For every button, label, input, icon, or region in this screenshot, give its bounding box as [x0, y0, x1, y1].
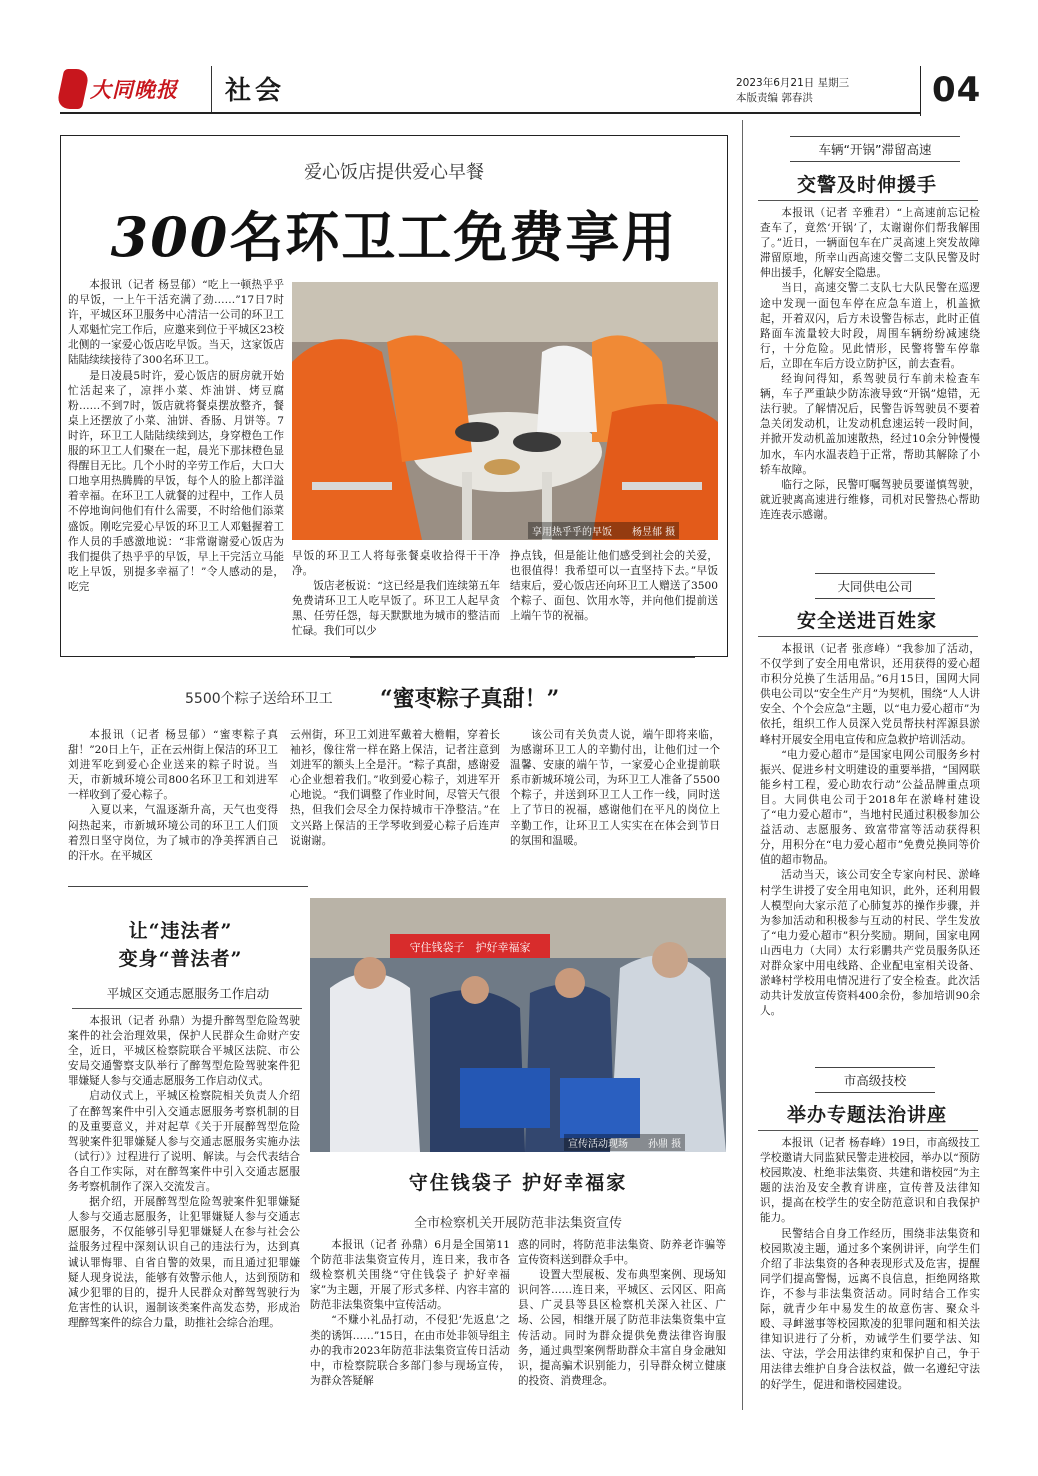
- paragraph: 本报讯（记者 孙鼎）6月是全国第11个防范非法集资宣传月，连日来，我市各级检察机关围绕“守住钱袋子 护好幸福家”为主题，开展了形式多样、内容丰富的防范非法集资集中宣传活动。: [310, 1239, 510, 1312]
- lead-photo-caption: 享用热乎乎的早饭 杨昱郁 摄: [528, 522, 679, 539]
- college-body: [760, 1136, 980, 1418]
- paragraph: 民警结合自身工作经历，围绕非法集资和校园欺凌主题，通过多个案例讲评，向学生们介绍了非法集资的各种表现形式及危害，提醒同学们提高警惕，远离不良信息，拒绝网络欺诈，不参与非法集资活动。同时结合工作实际，就青少年中易发生的故意伤害、聚众斗殴、寻衅滋事等校园欺凌的犯罪问题和相关法律知识进行了分析，劝诫学生们要学法、知法、守法，学会用法律约束和保护自己，争于用法律去维护自身合法权益，做一名遵纪守法的好学生，促进和谐校园建设。: [760, 1227, 980, 1391]
- divider: [758, 636, 978, 637]
- traffic-headline: 交警及时伸援手: [796, 174, 937, 196]
- masthead-divider: [211, 66, 212, 112]
- volunteer-body: [68, 1014, 300, 1416]
- paragraph: 本报讯（记者 辛雅君）“上高速前忘记检查车了，竟然‘开锅’了，太谢谢你们帮我解围了。”近日，一辆面包车在广灵高速上突发故障滞留原地，所幸山西高速交警二支队民警及时伸出援手，化解安全隐患。: [760, 207, 980, 280]
- zongzi-top-rule: [350, 657, 695, 658]
- masthead-rule: [60, 112, 920, 114]
- fraud-column-2: [518, 1238, 726, 1418]
- paragraph: 本报讯（记者 孙鼎）为提升醉驾型危险驾驶案件的社会治理效果，保护人民群众生命财产安全，近日，平城区检察院联合平城区法院、市公安局交通警察支队举行了醉驾型危险驾驶案件犯罪嫌疑人参与交通志愿服务工作启动仪式。: [68, 1015, 300, 1088]
- paragraph: 饭店老板说：“这已经是我们连续第五年免费请环卫工人吃早饭了。环卫工人起早贪黑、任劳任怨，每天默默地为城市的整洁而忙碌。我们可以少: [292, 580, 500, 638]
- zongzi-column-1: [68, 728, 278, 873]
- logo-text: 大同晚报: [90, 77, 178, 102]
- paragraph: 经询问得知，系驾驶员行车前未检查车辆，车子严重缺少防冻液导致“开锅”熄错，无法行驶。了解情况后，民警告诉驾驶员不要着急关闭发动机，让发动机怠速运转一段时间，并掀开发动机盖加速散热，经过10余分钟慢慢加水，车内水温表趋于正常，帮助其解除了小轿车故障。: [760, 373, 980, 476]
- lead-column-1: [68, 278, 284, 644]
- paragraph: 设置大型展板、发布典型案例、现场知识问答……连日来，平城区、云冈区、阳高县、广灵县等县区检察机关深入社区、广场、公园，相继开展了防范非法集资集中宣传活动。同时为群众提供免费法律咨询服务，通过典型案例帮助群众丰富自身金融知识，提高骗术识别能力，引导群众树立健康的投资、消费理念。: [518, 1269, 726, 1387]
- paragraph: 当日，高速交警二支队七大队民警在巡逻途中发现一面包车停在应急车道上，机盖掀起，开着双闪，后方未设警告标志，此时正值路面车流量较大时段，周围车辆纷纷减速绕行，十分危险。见此情形，民警将警车停靠后，立即在车后方设立防护区，前去查看。: [760, 282, 980, 370]
- lead-kicker: 爱心饭店提供爱心早餐: [304, 162, 484, 183]
- paragraph: 入夏以来，气温逐渐升高，天气也变得闷热起来，市新城环境公司的环卫工人们顶着烈日坚守岗位，为了城市的净美挥洒自己的汗水。在平城区: [68, 804, 278, 862]
- lead-headline: [60, 195, 728, 272]
- volunteer-top-rule: [68, 886, 308, 887]
- power-tag: 大同供电公司: [815, 573, 935, 599]
- divider: [72, 1008, 302, 1009]
- volunteer-subheadline: 平城区交通志愿服务工作启动: [106, 986, 270, 1001]
- zongzi-kicker: 5500个粽子送给环卫工: [185, 691, 333, 707]
- paragraph: “不赚小礼品打动，不侵犯‘先返息’之类的诱饵……”15日，在由市处非领导组主办的我市2023年防范非法集资宣传日活动中，市检察院联合多部门参与现场宣传，为群众答疑解: [310, 1314, 510, 1387]
- traffic-body: [760, 206, 980, 559]
- paragraph: 该公司有关负责人说，端午即将来临，为感谢环卫工人的辛勤付出，让他们过一个温馨、安康的端午节，一家爱心企业提前联系市新城环境公司，为环卫工人准备了5500个粽子，并送到环卫工人工作一线，同时送上了节日的祝福，感谢他们在平凡的岗位上辛勤工作，让环卫工人实实在在体会到节日的氛围和温暖。: [510, 729, 720, 847]
- college-headline: 举办专题法治讲座: [786, 1104, 947, 1126]
- masthead: [0, 0, 1038, 132]
- paragraph: 据介绍，开展醉驾型危险驾驶案件犯罪嫌疑人参与交通志愿服务，让犯罪嫌疑人参与交通志愿服务，不仅能够引导犯罪嫌疑人在参与社会公益服务过程中深刻认识自己的违法行为，达到真诚认罪悔罪、自省自警的效果，而且通过犯罪嫌疑人现身说法，能够有效警示他人，达到预防和减少犯罪的目的，提升人民群众对醉驾驾驶行为危害性的认识，遏制该类案件高发态势，形成治理醉驾案件的综合力量，助推社会综合治理。: [68, 1196, 300, 1329]
- zongzi-headline: “蜜枣粽子真甜！”: [380, 686, 560, 712]
- fraud-subheadline: 全市检察机关开展防范非法集资宣传: [413, 1216, 622, 1231]
- right-column-rule: [742, 120, 743, 1410]
- fraud-column-1: [310, 1238, 510, 1418]
- volunteer-headline-line-2: 变身“普法者”: [118, 948, 243, 970]
- divider: [758, 1130, 978, 1131]
- paragraph: 启动仪式上，平城区检察院相关负责人介绍了在醉驾案件中引入交通志愿服务考察机制的目的及重要意义，并对起草《关于开展醉驾型危险驾驶案件犯罪嫌疑人参与交通志愿服务实施办法（试行）》过程进行了说明、解读。与会代表结合各自工作实际，对在醉驾案件中引入交通志愿服务考察机制作了深入交流发言。: [68, 1090, 300, 1194]
- power-body: [760, 642, 980, 1054]
- fraud-photo: [310, 898, 726, 1152]
- paragraph: 活动当天，该公司安全专家向村民、淤峰村学生讲授了安全用电知识，此外，还利用假人模型向大家示范了心肺复苏的操作步骤，并为参加活动和积极参与互动的村民、学生发放了“电力爱心超市”积分奖励。期间，国家电网山西电力（大同）太行彩鹏共产党员服务队还对群众家中用电线路、企业配电室相关设备、淤峰村学校用电情况进行了安全检查。此次活动共计发放宣传资料400余份，参加培训90余人。: [760, 869, 980, 1018]
- lead-column-2: [292, 549, 500, 649]
- paragraph: 本报讯（记者 杨春峰）19日，市高级技工学校邀请大同监狱民警走进校园，举办以“预防校园欺凌、杜绝非法集资、共建和谐校园”为主题的法治及安全教育讲座，宣传普及法律知识，提高在校学生的安全防范意识和自我保护能力。: [760, 1137, 980, 1225]
- page-number: 04: [932, 70, 982, 110]
- paragraph: 惑的同时，将防范非法集资、防养老诈骗等宣传资料送到群众手中。: [518, 1239, 726, 1267]
- paragraph: 本报讯（记者 杨昱郁）“吃上一顿热乎乎的早饭，一上午干活充满了劲……”17日7时许，平城区环卫服务中心清洁一公司的环卫工人邓魁忙完工作后，应邀来到位于平城区23校北侧的一家爱心饭店吃早饭。当天，这家饭店陆陆续续接待了300名环卫工。: [68, 279, 284, 367]
- page-editor: 本版责编 郭春洪: [736, 92, 813, 104]
- section-name: 社会: [225, 76, 286, 106]
- newspaper-logo: [60, 64, 200, 114]
- publicity-event-photo: [310, 898, 726, 1152]
- divider: [758, 200, 978, 201]
- paragraph: 早饭的环卫工人将每张餐桌收拾得干干净净。: [292, 550, 500, 578]
- paragraph: 临行之际，民警叮嘱驾驶员要谨慎驾驶，就近驶离高速进行维修，司机对民警热心帮助连连表示感谢。: [760, 478, 980, 521]
- paragraph: 本报讯（记者 张彦峰）“我参加了活动，不仅学到了安全用电常识，还用获得的爱心超市积分兑换了生活用品。”6月15日，国网大同供电公司以“安全生产月”为契机，围绕“人人讲安全、个个会应急”主题，以“电力爱心超市”为依托，组织工作人员深入党员帮扶村浑源县淤峰村开展安全用电宣传和应急救护培训活动。: [760, 643, 980, 746]
- photo-banner-text: 守住钱袋子 护好幸福家: [409, 941, 531, 954]
- zongzi-column-3: [510, 728, 720, 873]
- lead-photo: [292, 282, 718, 540]
- logo-mark-icon: [56, 69, 91, 109]
- paragraph: 挣点钱，但是能让他们感受到社会的关爱，也很值得！我希望可以一直坚持下去。”早饭结束后，爱心饭店还向环卫工人赠送了3500个粽子、面包、饮用水等，并向他们提前送上端午节的祝福。: [510, 550, 718, 623]
- zongzi-column-2: [290, 728, 500, 873]
- paragraph: 云州街，环卫工刘进军戴着大檐帽，穿着长袖衫，像往常一样在路上保洁，记者注意到刘进军的额头上全是汗。“粽子真甜，感谢爱心企业想着我们。”收到爱心粽子，刘进军开心地说。“我们调整了作业时间，尽管天气很热，但我们会尽全力保持城市干净整洁。”在文兴路上保洁的王学琴收到爱心粽子后连声说谢谢。: [290, 729, 500, 847]
- paragraph: 是日凌晨5时许，爱心饭店的厨房就开始忙活起来了，凉拌小菜、炸油饼、烤豆腐粉……不到7时，饭店就将餐桌摆放整齐，餐桌上还摆放了小菜、油饼、香肠、月饼等。7时许，环卫工人陆陆续续到达，身穿橙色工作服的环卫工人们聚在一起，晨光下那抹橙色显得醒目无比。几个小时的辛劳工作后，大口大口地享用热腾腾的早饭，每个人的脸上都洋溢着幸福。在环卫工人就餐的过程中，工作人员不停地询问他们有什么需要，不时给他们添菜盛饭。刚吃完爱心早饭的环卫工人邓魁握着工作人员的手感激地说：“非常谢谢爱心饭店为我们提供了热乎乎的早饭，早上干完活立马能吃上早饭，别提多幸福了！”令人感动的是，吃完: [68, 369, 284, 593]
- paragraph: “电力爱心超市”是国家电网公司服务乡村振兴、促进乡村文明建设的重要举措，“国网联能乡村工程，爱心助农行动”公益品牌重点项目。大同供电公司于2018年在淤峰村建设了“电力爱心超市”，当地村民通过积极参加公益活动、志愿服务、致富带富等活动获得积分，用积分在“电力爱心超市”免费兑换同等价值的超市物品。: [760, 748, 980, 867]
- fraud-headline: 守住钱袋子 护好幸福家: [408, 1172, 628, 1194]
- volunteer-headline-line-1: 让“违法者”: [128, 920, 233, 942]
- sanitation-workers-breakfast-photo: [292, 282, 718, 540]
- lead-column-3: [510, 549, 718, 649]
- lead-headline-number: 300: [110, 205, 230, 269]
- traffic-tag: 车辆“开锅”滞留高速: [790, 136, 960, 162]
- lead-headline-text: 名环卫工免费享用: [229, 205, 678, 269]
- college-tag: 市高级技校: [815, 1067, 935, 1093]
- paragraph: 本报讯（记者 杨昱郁）“蜜枣粽子真甜！”20日上午，正在云州街上保洁的环卫工刘进军吃到爱心企业送来的粽子时说。当天，市新城环境公司800名环卫工和刘进军一样收到了爱心粽子。: [68, 729, 278, 802]
- issue-date: 2023年6月21日 星期三: [736, 77, 850, 89]
- dateline: [736, 76, 849, 106]
- fraud-photo-caption: 宣传活动现场 孙鼎 摄: [564, 1134, 685, 1151]
- power-headline: 安全送进百姓家: [796, 610, 937, 632]
